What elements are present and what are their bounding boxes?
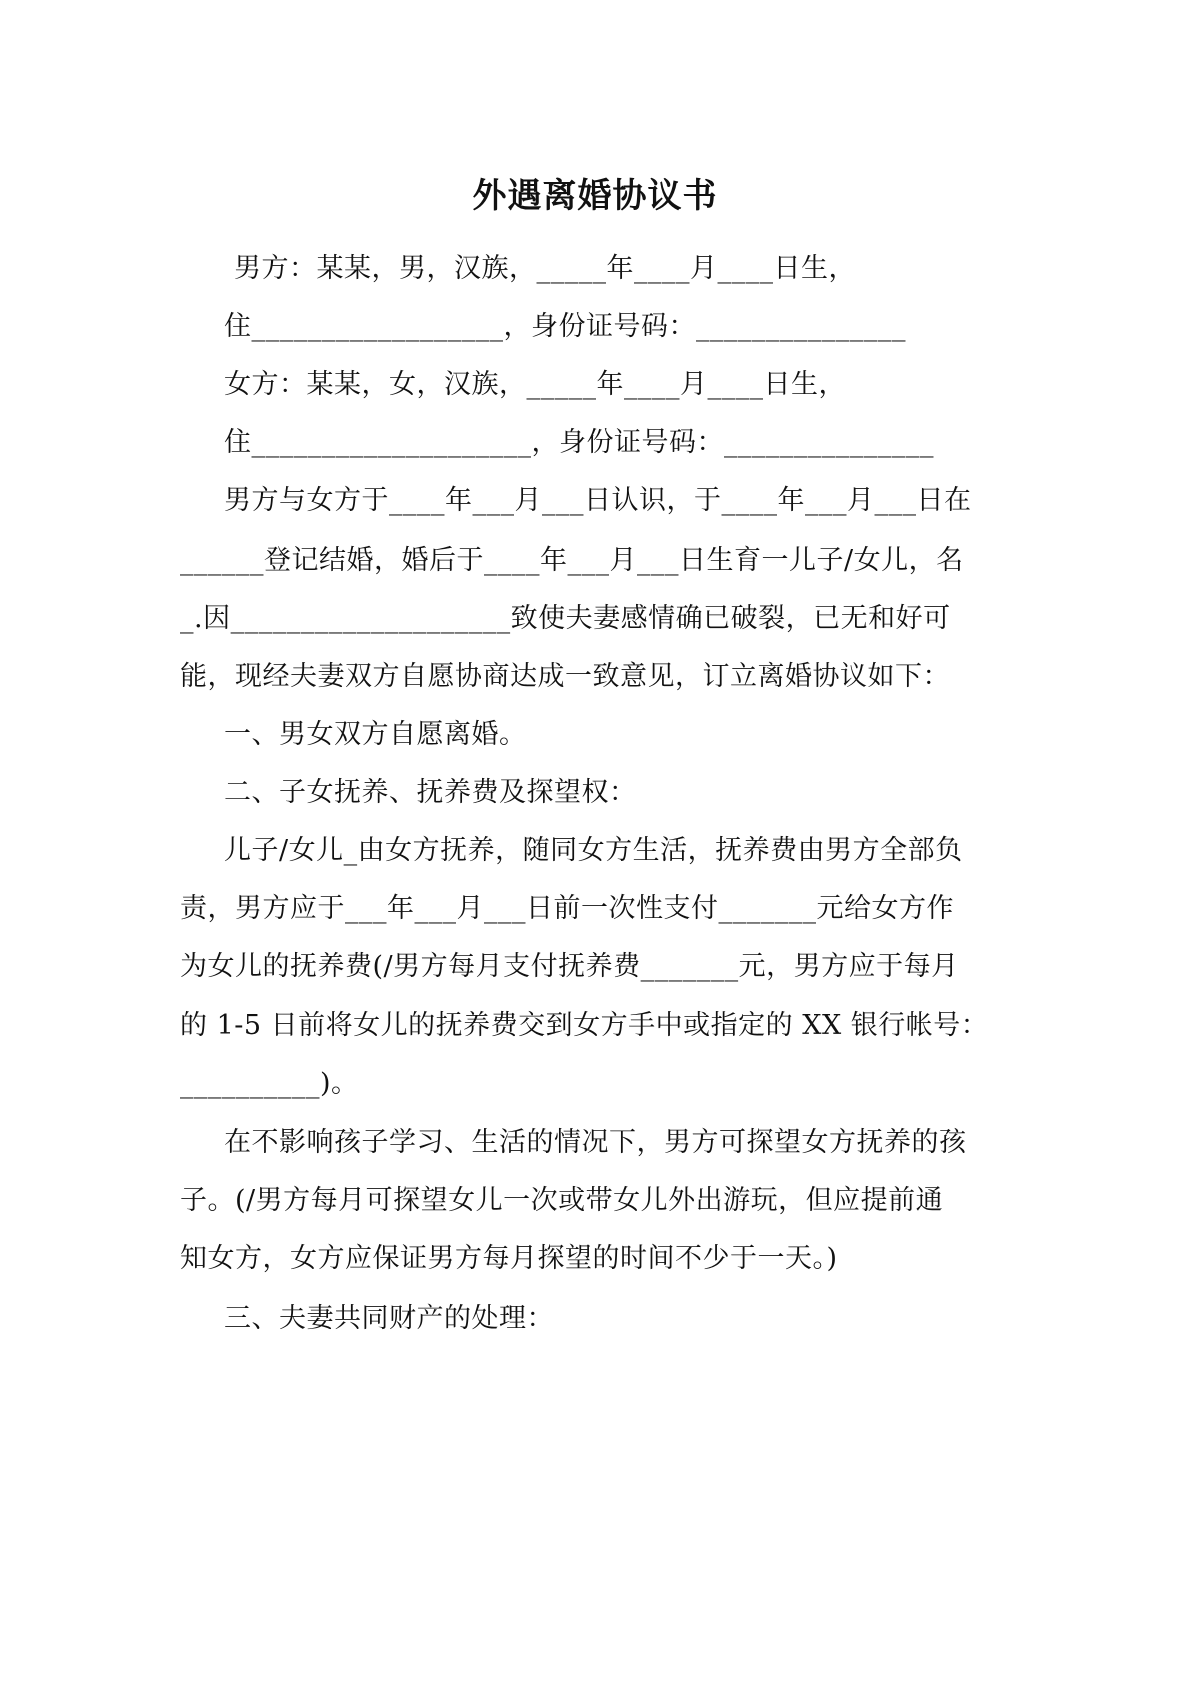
paragraph-line: ______登记结婚，婚后于____年___月___日生育一儿子/女儿，名 — [180, 545, 964, 576]
paragraph-line: 责，男方应于___年___月___日前一次性支付_______元给女方作 — [180, 893, 954, 924]
female-party-line: 女方：某某，女，汉族，_____年____月____日生， — [224, 369, 846, 400]
paragraph-line: 男方与女方于____年___月___日认识，于____年___月___日在 — [224, 485, 972, 516]
paragraph-line: 的 1-5 日前将女儿的抚养费交到女方手中或指定的 XX 银行帐号： — [180, 1010, 989, 1041]
paragraph-line: 为女儿的抚养费(/男方每月支付抚养费_______元，男方应于每月 — [180, 951, 959, 982]
clause-heading: 一、男女双方自愿离婚。 — [224, 719, 527, 750]
paragraph-line: 能，现经夫妻双方自愿协商达成一致意见，订立离婚协议如下： — [180, 661, 950, 692]
paragraph-line: _.因____________________致使夫妻感情确已破裂，已无和好可 — [180, 603, 951, 634]
paragraph-line: 子。(/男方每月可探望女儿一次或带女儿外出游玩，但应提前通 — [180, 1185, 944, 1216]
male-party-line: 男方：某某，男，汉族，_____年____月____日生， — [234, 253, 856, 284]
document-title: 外遇离婚协议书 — [472, 176, 718, 216]
clause-heading: 二、子女抚养、抚养费及探望权： — [224, 777, 637, 808]
paragraph-line: __________)。 — [180, 1068, 359, 1099]
paragraph-line: 在不影响孩子学习、生活的情况下，男方可探望女方抚养的孩 — [224, 1127, 967, 1158]
paragraph-line: 儿子/女儿_由女方抚养，随同女方生活，抚养费由男方全部负 — [224, 835, 963, 866]
female-address-line: 住____________________，身份证号码：_______________ — [224, 427, 934, 458]
clause-heading: 三、夫妻共同财产的处理： — [224, 1303, 554, 1334]
paragraph-line: 知女方，女方应保证男方每月探望的时间不少于一天。) — [180, 1243, 838, 1274]
male-address-line: 住__________________，身份证号码：_______________ — [224, 311, 906, 342]
